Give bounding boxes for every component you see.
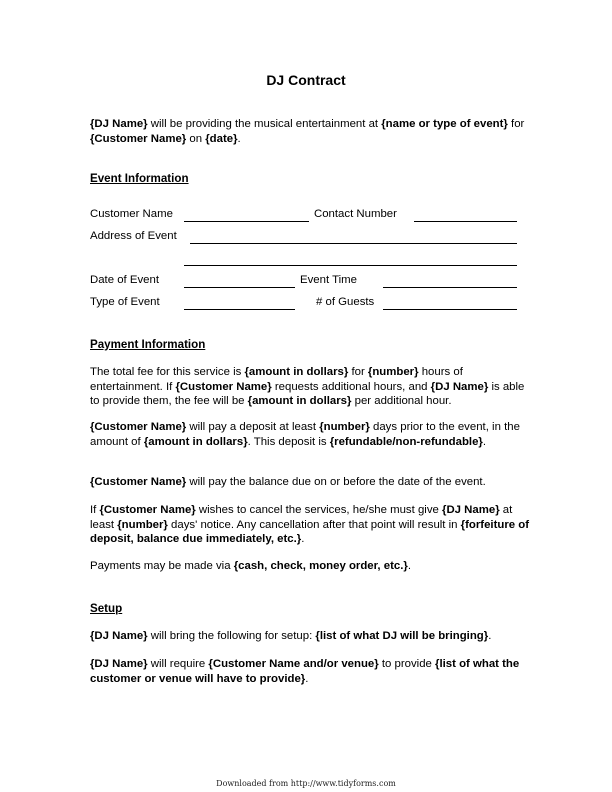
placeholder-text: {amount in dollars} (247, 395, 352, 407)
placeholder-text: {list of what DJ will be bringing} (315, 630, 489, 642)
event-time-field[interactable] (383, 287, 517, 288)
type-of-event-field[interactable] (184, 309, 295, 310)
placeholder-text: {name or type of event} (381, 118, 508, 130)
footer-download-note: Downloaded from http://www.tidyforms.com (216, 779, 396, 788)
address-label: Address of Event (90, 230, 177, 242)
address-field-line-1[interactable] (190, 243, 517, 244)
body-text: requests additional hours, and (271, 380, 431, 393)
guests-field[interactable] (383, 309, 517, 310)
body-text: for (348, 366, 368, 378)
body-text: to provide (378, 658, 436, 670)
customer-name-label: Customer Name (90, 208, 173, 220)
placeholder-text: {number} (367, 366, 419, 378)
placeholder-text: {number} (117, 518, 168, 531)
body-text: will pay the balance due on or before the date of the event. (186, 476, 486, 488)
body-text: Payments may be made via (90, 560, 234, 572)
body-text: per additional hour. (351, 395, 452, 407)
body-text: days' notice. Any cancellation after that point will result in (167, 518, 461, 531)
body-text: . (237, 132, 241, 145)
date-of-event-label: Date of Event (90, 274, 160, 286)
body-text: will require (147, 658, 209, 670)
event-time-label: Event Time (300, 274, 357, 286)
setup-paragraph-bring (90, 629, 530, 644)
address-field-line-2[interactable] (184, 265, 517, 266)
date-of-event-field[interactable] (184, 287, 295, 288)
placeholder-text: {DJ Name} (442, 504, 500, 516)
placeholder-text: {Customer Name} (90, 421, 187, 433)
placeholder-text: {list of what the customer or venue will have to provide} (90, 658, 520, 685)
placeholder-text: {cash, check, money order, etc.} (233, 560, 408, 572)
setup-paragraph-require (90, 657, 530, 686)
body-text: at least (90, 504, 513, 531)
placeholder-text: {DJ Name} (90, 630, 148, 642)
body-text: will be providing the musical entertainment at (147, 118, 382, 130)
payment-paragraph-methods (90, 559, 530, 574)
body-text: for (507, 118, 525, 130)
payment-information-heading: Payment Information (90, 338, 206, 351)
placeholder-text: {Customer Name} (175, 380, 272, 393)
document-title: DJ Contract (266, 72, 346, 88)
placeholder-text: {number} (319, 421, 370, 433)
body-text: days prior to the event, in the amount of (90, 421, 520, 448)
placeholder-text: {Customer Name} (90, 476, 187, 488)
contact-number-label: Contact Number (314, 208, 397, 220)
body-text: will pay a deposit at least (186, 421, 320, 433)
placeholder-text: {forfeiture of deposit, balance due immediately, etc.} (90, 518, 530, 545)
body-text: If (90, 504, 100, 516)
body-text: . (301, 533, 305, 545)
placeholder-text: {DJ Name} (90, 118, 148, 130)
placeholder-text: {Customer Name} (99, 504, 196, 516)
body-text: The total fee for this service is (90, 366, 245, 378)
customer-name-field[interactable] (184, 221, 309, 222)
guests-label: # of Guests (316, 296, 375, 308)
setup-heading: Setup (90, 602, 123, 615)
placeholder-text: {amount in dollars} (143, 435, 248, 448)
placeholder-text: {DJ Name} (430, 380, 489, 393)
body-text: wishes to cancel the services, he/she must give (195, 504, 443, 516)
placeholder-text: {Customer Name and/or venue} (208, 658, 379, 670)
body-text: will bring the following for setup: (147, 630, 316, 642)
type-of-event-label: Type of Event (90, 296, 160, 308)
payment-paragraph-balance (90, 475, 530, 490)
placeholder-text: {amount in dollars} (244, 366, 349, 378)
body-text: on (186, 132, 206, 145)
placeholder-text: {date} (205, 132, 238, 145)
event-information-heading: Event Information (90, 172, 189, 185)
payment-paragraph-cancellation (90, 503, 530, 547)
body-text: . (482, 435, 487, 448)
body-text: is able to provide them, the fee will be (90, 380, 525, 407)
placeholder-text: {Customer Name} (90, 132, 187, 145)
intro-paragraph (90, 117, 530, 146)
contact-number-field[interactable] (414, 221, 517, 222)
body-text: . This deposit is (247, 435, 330, 448)
body-text: . (305, 672, 309, 685)
placeholder-text: {DJ Name} (90, 658, 148, 670)
payment-paragraph-deposit (90, 420, 530, 449)
payment-paragraph-fee (90, 365, 530, 409)
placeholder-text: {refundable/non-refundable} (329, 435, 483, 448)
body-text: hours of entertainment. If (90, 366, 463, 393)
body-text: . (407, 560, 411, 572)
body-text: . (488, 630, 492, 642)
